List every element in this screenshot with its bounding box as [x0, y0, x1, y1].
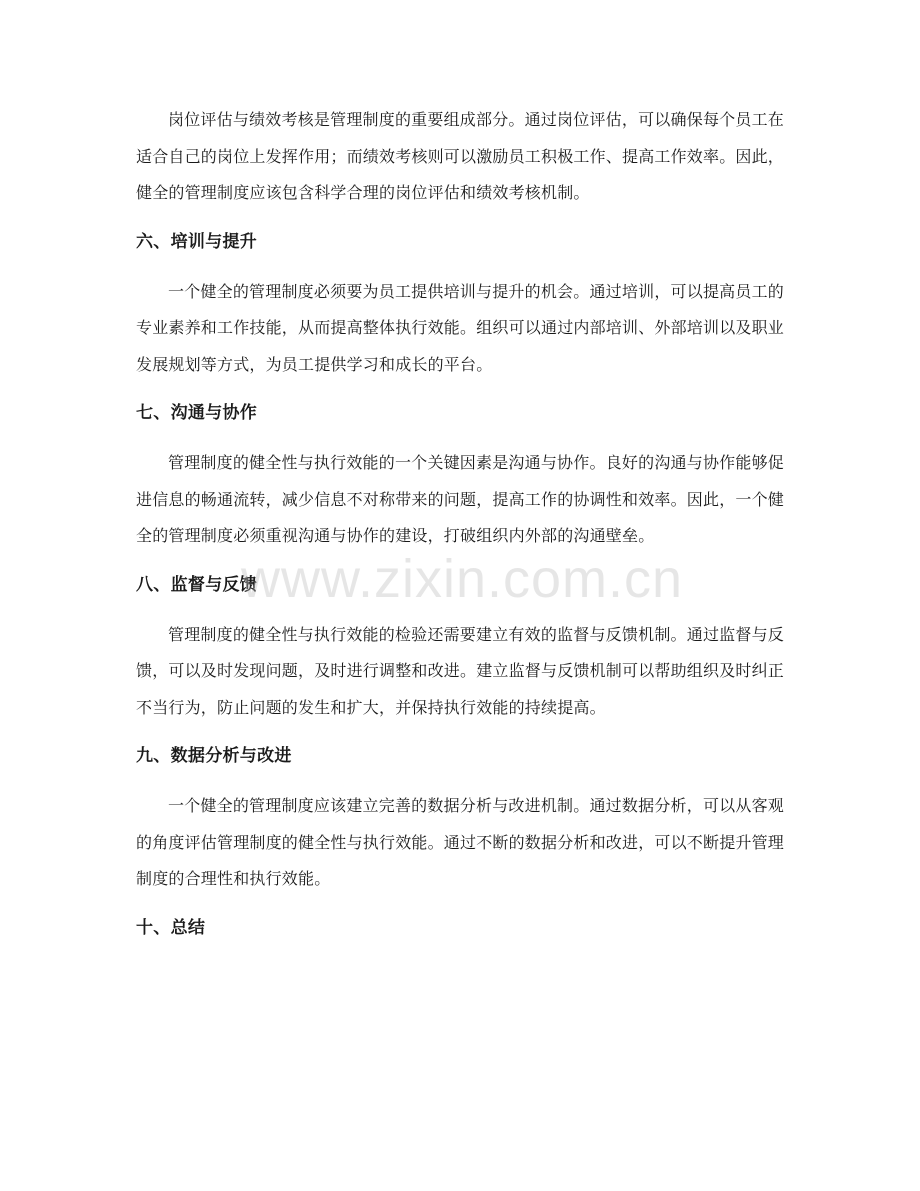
section-paragraph-data-analysis: 一个健全的管理制度应该建立完善的数据分析与改进机制。通过数据分析，可以从客观的角度评估管理制度的健全性与执行效能。通过不断的数据分析和改进，可以不断提升管理制度的合理性和执行效能。	[136, 796, 785, 888]
section-heading-supervision: 八、监督与反馈	[136, 574, 258, 595]
section-heading-training: 六、培训与提升	[136, 231, 258, 252]
document-body	[136, 102, 784, 942]
watermark: www.zixin.com.cn	[240, 549, 684, 609]
section-heading-communication: 七、沟通与协作	[136, 403, 258, 423]
section-heading-data-analysis: 九、数据分析与改进	[136, 746, 292, 766]
section-paragraph-training: 一个健全的管理制度必须要为员工提供培训与提升的机会。通过培训，可以提高员工的专业素养和工作技能，从而提高整体执行效能。组织可以通过内部培训、外部培训以及职业发展规划等方式，为员工提供学习和成长的平台。	[136, 281, 785, 374]
section-heading-summary: 十、总结	[136, 917, 206, 938]
intro-paragraph: 岗位评估与绩效考核是管理制度的重要组成部分。通过岗位评估，可以确保每个员工在适合自己的岗位上发挥作用；而绩效考核则可以激励员工积极工作、提高工作效率。因此，健全的管理制度应该包含科学合理的岗位评估和绩效考核机制。	[136, 110, 785, 202]
section-paragraph-supervision: 管理制度的健全性与执行效能的检验还需要建立有效的监督与反馈机制。通过监督与反馈，可以及时发现问题，及时进行调整和改进。建立监督与反馈机制可以帮助组织及时纠正不当行为，防止问题的发生和扩大，并保持执行效能的持续提高。	[136, 624, 785, 717]
section-paragraph-communication: 管理制度的健全性与执行效能的一个关键因素是沟通与协作。良好的沟通与协作能够促进信息的畅通流转，减少信息不对称带来的问题，提高工作的协调性和效率。因此，一个健全的管理制度必须重视沟通与协作的建设，打破组织内外部的沟通壁垒。	[136, 453, 785, 545]
